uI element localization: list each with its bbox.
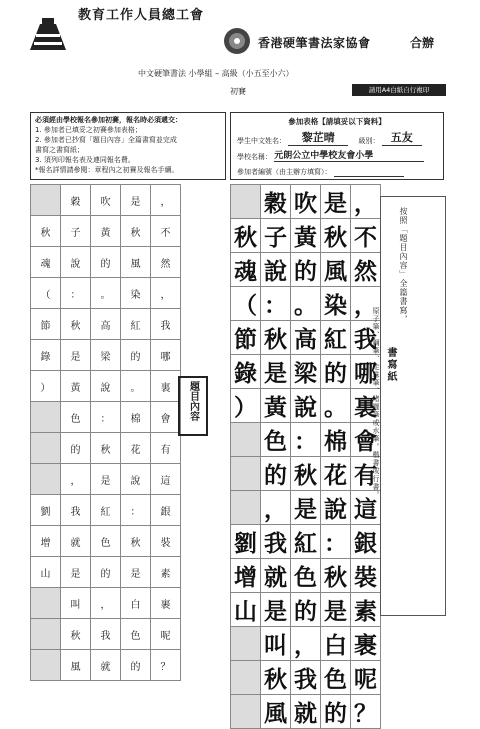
- handwritten-cell: [231, 423, 261, 457]
- handwritten-cell: 就: [261, 559, 291, 593]
- grid-row: [231, 457, 381, 491]
- passage-cell: 說: [121, 464, 151, 495]
- grid-row: [31, 619, 181, 650]
- passage-cell: 風: [121, 247, 151, 278]
- passage-cell: 呢: [151, 619, 181, 650]
- passage-cell: [31, 464, 61, 495]
- passage-cell: 秋: [121, 216, 151, 247]
- writing-grid: [230, 184, 381, 729]
- rules-box: [30, 112, 226, 180]
- handwritten-cell: 秋: [261, 661, 291, 695]
- organizer-left: 教育工作人員總工會: [78, 8, 205, 23]
- handwritten-cell: 銀: [351, 525, 381, 559]
- grid-row: [31, 557, 181, 588]
- passage-cell: ，: [91, 588, 121, 619]
- handwritten-cell: 子: [261, 219, 291, 253]
- sheet-title: 書寫紙: [385, 347, 396, 383]
- passage-cell: 我: [91, 619, 121, 650]
- handwritten-cell: [231, 627, 261, 661]
- passage-cell: 棉: [121, 402, 151, 433]
- handwritten-cell: 花: [321, 457, 351, 491]
- grid-row: [231, 559, 381, 593]
- passage-cell: 這: [151, 464, 181, 495]
- paper-note-badge: 請用A4白紙自行複印: [352, 84, 446, 96]
- grid-row: [231, 219, 381, 253]
- grid-row: [31, 526, 181, 557]
- school-field[interactable]: [274, 148, 424, 162]
- passage-cell: ，: [151, 185, 181, 216]
- grid-row: [31, 402, 181, 433]
- passage-cell: ，: [61, 464, 91, 495]
- handwritten-cell: 的: [261, 457, 291, 491]
- topic-label-text: 題目內容: [187, 381, 199, 421]
- handwritten-cell: 紅: [291, 525, 321, 559]
- class-label: 級別：: [358, 137, 380, 145]
- handwritten-cell: 會: [351, 423, 381, 457]
- rules-item: 2. 參加者已抄寫「題目內容」全篇書寫並完成: [35, 136, 177, 144]
- grid-row: [231, 287, 381, 321]
- handwritten-cell: 素: [351, 593, 381, 627]
- association-seal-icon: [220, 26, 254, 56]
- passage-cell: 的: [91, 247, 121, 278]
- class-value: 五友: [390, 131, 413, 144]
- handwritten-cell: 吹: [291, 185, 321, 219]
- grid-row: [231, 661, 381, 695]
- passage-cell: 裹: [151, 588, 181, 619]
- organizer-right: 香港硬筆書法家協會: [258, 36, 371, 50]
- passage-cell: 高: [91, 309, 121, 340]
- passage-cell: 山: [31, 557, 61, 588]
- passage-cell: 節: [31, 309, 61, 340]
- passage-grid: [30, 184, 181, 681]
- handwritten-cell: 魂: [231, 253, 261, 287]
- passage-cell: 有: [151, 433, 181, 464]
- handwritten-cell: 有: [351, 457, 381, 491]
- handwritten-cell: 叫: [261, 627, 291, 661]
- passage-cell: ：: [61, 278, 91, 309]
- passage-cell: 梁: [91, 340, 121, 371]
- handwritten-cell: 紅: [321, 321, 351, 355]
- handwritten-cell: 棉: [321, 423, 351, 457]
- grid-row: [231, 355, 381, 389]
- passage-cell: 的: [121, 650, 151, 681]
- handwritten-cell: 裹: [351, 627, 381, 661]
- rules-title: 必須經由學校報名參加初賽，報名時必須遞交：: [35, 116, 182, 124]
- handwritten-cell: 是: [291, 491, 321, 525]
- handwritten-cell: 的: [291, 253, 321, 287]
- handwritten-cell: 說: [261, 253, 291, 287]
- grid-row: [31, 495, 181, 526]
- handwritten-cell: 的: [321, 695, 351, 729]
- passage-cell: 的: [61, 433, 91, 464]
- passage-cell: 的: [91, 557, 121, 588]
- round-label: 初賽: [230, 87, 246, 96]
- handwritten-cell: 我: [351, 321, 381, 355]
- handwritten-cell: 秋: [291, 457, 321, 491]
- rules-item: 書寫之書寫紙；: [35, 146, 84, 154]
- passage-cell: [31, 588, 61, 619]
- handwritten-cell: 裏: [351, 389, 381, 423]
- passage-cell: 素: [151, 557, 181, 588]
- passage-cell: [31, 619, 61, 650]
- handwritten-cell: 山: [231, 593, 261, 627]
- handwritten-cell: 哪: [351, 355, 381, 389]
- passage-cell: 紅: [91, 495, 121, 526]
- passage-cell: 秋: [121, 526, 151, 557]
- handwritten-cell: 色: [291, 559, 321, 593]
- id-label: 參加者編號（由主辦方填寫）：: [237, 168, 332, 176]
- handwritten-cell: ，: [351, 185, 381, 219]
- handwritten-cell: 這: [351, 491, 381, 525]
- co-host-label: 合辦: [410, 36, 435, 50]
- handwritten-cell: 增: [231, 559, 261, 593]
- handwritten-cell: 染: [321, 287, 351, 321]
- handwritten-cell: [231, 185, 261, 219]
- handwritten-cell: [231, 457, 261, 491]
- grid-row: [231, 321, 381, 355]
- handwritten-cell: 的: [321, 355, 351, 389]
- grid-row: [231, 695, 381, 729]
- grid-row: [31, 278, 181, 309]
- handwritten-cell: 黃: [291, 219, 321, 253]
- name-label: 學生中文姓名：: [237, 137, 286, 145]
- grid-row: [31, 309, 181, 340]
- grid-row: [31, 588, 181, 619]
- grid-row: [231, 185, 381, 219]
- passage-cell: 是: [121, 185, 151, 216]
- handwritten-cell: 錄: [231, 355, 261, 389]
- passage-cell: 就: [61, 526, 91, 557]
- passage-cell: ）: [31, 371, 61, 402]
- handwritten-cell: （: [231, 287, 261, 321]
- name-value: 黎芷晴: [301, 131, 335, 144]
- handwritten-cell: ，: [261, 491, 291, 525]
- handwritten-cell: 黃: [261, 389, 291, 423]
- passage-cell: 白: [121, 588, 151, 619]
- handwritten-cell: 就: [291, 695, 321, 729]
- form-title: 參加表格【請填妥以下資料】: [288, 117, 386, 126]
- handwritten-cell: 裝: [351, 559, 381, 593]
- passage-cell: 黃: [61, 371, 91, 402]
- topic-label: [178, 376, 208, 436]
- handwritten-cell: [231, 661, 261, 695]
- passage-cell: 秋: [61, 309, 91, 340]
- passage-cell: 色: [61, 402, 91, 433]
- handwritten-cell: 風: [261, 695, 291, 729]
- handwritten-cell: 說: [321, 491, 351, 525]
- passage-cell: 花: [121, 433, 151, 464]
- passage-cell: 。: [121, 371, 151, 402]
- passage-cell: 。: [91, 278, 121, 309]
- grid-row: [31, 433, 181, 464]
- school-value: 元朗公立中學校友會小學: [274, 151, 374, 161]
- passage-cell: 吹: [91, 185, 121, 216]
- passage-cell: 穀: [61, 185, 91, 216]
- handwritten-cell: 是: [261, 355, 291, 389]
- passage-cell: 我: [61, 495, 91, 526]
- handwritten-cell: 呢: [351, 661, 381, 695]
- handwritten-cell: 不: [351, 219, 381, 253]
- passage-cell: 魂: [31, 247, 61, 278]
- passage-cell: 色: [91, 526, 121, 557]
- grid-row: [31, 650, 181, 681]
- passage-cell: ？: [151, 650, 181, 681]
- passage-cell: 劉: [31, 495, 61, 526]
- rules-item: 1. 參加者已填妥之初賽參加表格；: [35, 126, 142, 134]
- passage-cell: 哪: [151, 340, 181, 371]
- grid-row: [231, 627, 381, 661]
- passage-cell: 染: [121, 278, 151, 309]
- id-field[interactable]: [334, 168, 404, 177]
- name-field[interactable]: [288, 129, 348, 146]
- grid-row: [31, 216, 181, 247]
- handwritten-cell: 色: [261, 423, 291, 457]
- passage-cell: （: [31, 278, 61, 309]
- rules-item: *報名詳情請參閱：章程內之初賽及報名手續。: [35, 166, 179, 174]
- passage-cell: [31, 185, 61, 216]
- passage-cell: 就: [91, 650, 121, 681]
- handwritten-cell: 節: [231, 321, 261, 355]
- handwritten-cell: 是: [321, 593, 351, 627]
- passage-cell: 我: [151, 309, 181, 340]
- handwritten-cell: 。: [321, 389, 351, 423]
- passage-cell: 錄: [31, 340, 61, 371]
- passage-cell: 黃: [91, 216, 121, 247]
- grid-row: [231, 253, 381, 287]
- competition-subtitle: 中文硬筆書法 小學組 – 高級（小五至小六）: [138, 69, 294, 78]
- grid-row: [31, 371, 181, 402]
- passage-cell: [31, 402, 61, 433]
- handwritten-cell: ）: [231, 389, 261, 423]
- grid-row: [31, 340, 181, 371]
- grid-row: [31, 464, 181, 495]
- handwritten-cell: ？: [351, 695, 381, 729]
- passage-cell: 的: [121, 340, 151, 371]
- grid-row: [231, 389, 381, 423]
- handwritten-cell: 梁: [291, 355, 321, 389]
- rules-item: 3. 須列印報名表及連同報名費。: [35, 156, 135, 164]
- passage-cell: 秋: [31, 216, 61, 247]
- entry-form: [230, 112, 444, 180]
- instructions-panel: [372, 196, 446, 616]
- handwritten-cell: 秋: [261, 321, 291, 355]
- passage-cell: 秋: [61, 619, 91, 650]
- handwritten-cell: 風: [321, 253, 351, 287]
- passage-cell: [31, 433, 61, 464]
- grid-row: [231, 593, 381, 627]
- handwritten-cell: 。: [291, 287, 321, 321]
- passage-cell: 說: [91, 371, 121, 402]
- passage-cell: ，: [151, 278, 181, 309]
- passage-cell: 是: [61, 340, 91, 371]
- passage-cell: 會: [151, 402, 181, 433]
- passage-cell: 裏: [151, 371, 181, 402]
- handwritten-cell: ：: [291, 423, 321, 457]
- handwritten-cell: [231, 695, 261, 729]
- passage-cell: 然: [151, 247, 181, 278]
- handwritten-cell: [231, 491, 261, 525]
- passage-cell: [31, 650, 61, 681]
- passage-cell: 叫: [61, 588, 91, 619]
- grid-row: [31, 185, 181, 216]
- passage-cell: 風: [61, 650, 91, 681]
- union-logo-icon: [26, 14, 70, 54]
- grid-row: [231, 423, 381, 457]
- handwritten-cell: ：: [321, 525, 351, 559]
- passage-cell: 裝: [151, 526, 181, 557]
- handwritten-cell: 然: [351, 253, 381, 287]
- passage-cell: 是: [121, 557, 151, 588]
- handwritten-cell: 秋: [321, 219, 351, 253]
- passage-cell: 紅: [121, 309, 151, 340]
- passage-cell: ：: [121, 495, 151, 526]
- handwritten-cell: 秋: [321, 559, 351, 593]
- handwritten-cell: 秋: [231, 219, 261, 253]
- handwritten-cell: ：: [261, 287, 291, 321]
- class-field[interactable]: [382, 129, 422, 146]
- passage-cell: 秋: [91, 433, 121, 464]
- handwritten-cell: 是: [261, 593, 291, 627]
- passage-cell: 是: [91, 464, 121, 495]
- passage-cell: 是: [61, 557, 91, 588]
- handwritten-cell: 劉: [231, 525, 261, 559]
- passage-cell: 說: [61, 247, 91, 278]
- handwritten-cell: 我: [291, 661, 321, 695]
- passage-cell: ：: [91, 402, 121, 433]
- school-label: 學校名稱：: [237, 153, 272, 161]
- instructions-tools: 原子筆、鋼筆、走珠筆、啫喱筆或水筆。楷書或行書。: [372, 307, 380, 499]
- instructions-main: 按照「題目內容」全篇書寫，: [399, 207, 408, 324]
- handwritten-cell: 我: [261, 525, 291, 559]
- passage-cell: 增: [31, 526, 61, 557]
- handwritten-cell: 是: [321, 185, 351, 219]
- handwritten-cell: 高: [291, 321, 321, 355]
- passage-cell: 子: [61, 216, 91, 247]
- handwritten-cell: ，: [291, 627, 321, 661]
- grid-row: [31, 247, 181, 278]
- handwritten-cell: 說: [291, 389, 321, 423]
- passage-cell: 銀: [151, 495, 181, 526]
- handwritten-cell: 的: [291, 593, 321, 627]
- handwritten-cell: ，: [351, 287, 381, 321]
- grid-row: [231, 525, 381, 559]
- grid-row: [231, 491, 381, 525]
- passage-cell: 色: [121, 619, 151, 650]
- handwritten-cell: 穀: [261, 185, 291, 219]
- handwritten-cell: 色: [321, 661, 351, 695]
- handwritten-cell: 白: [321, 627, 351, 661]
- passage-cell: 不: [151, 216, 181, 247]
